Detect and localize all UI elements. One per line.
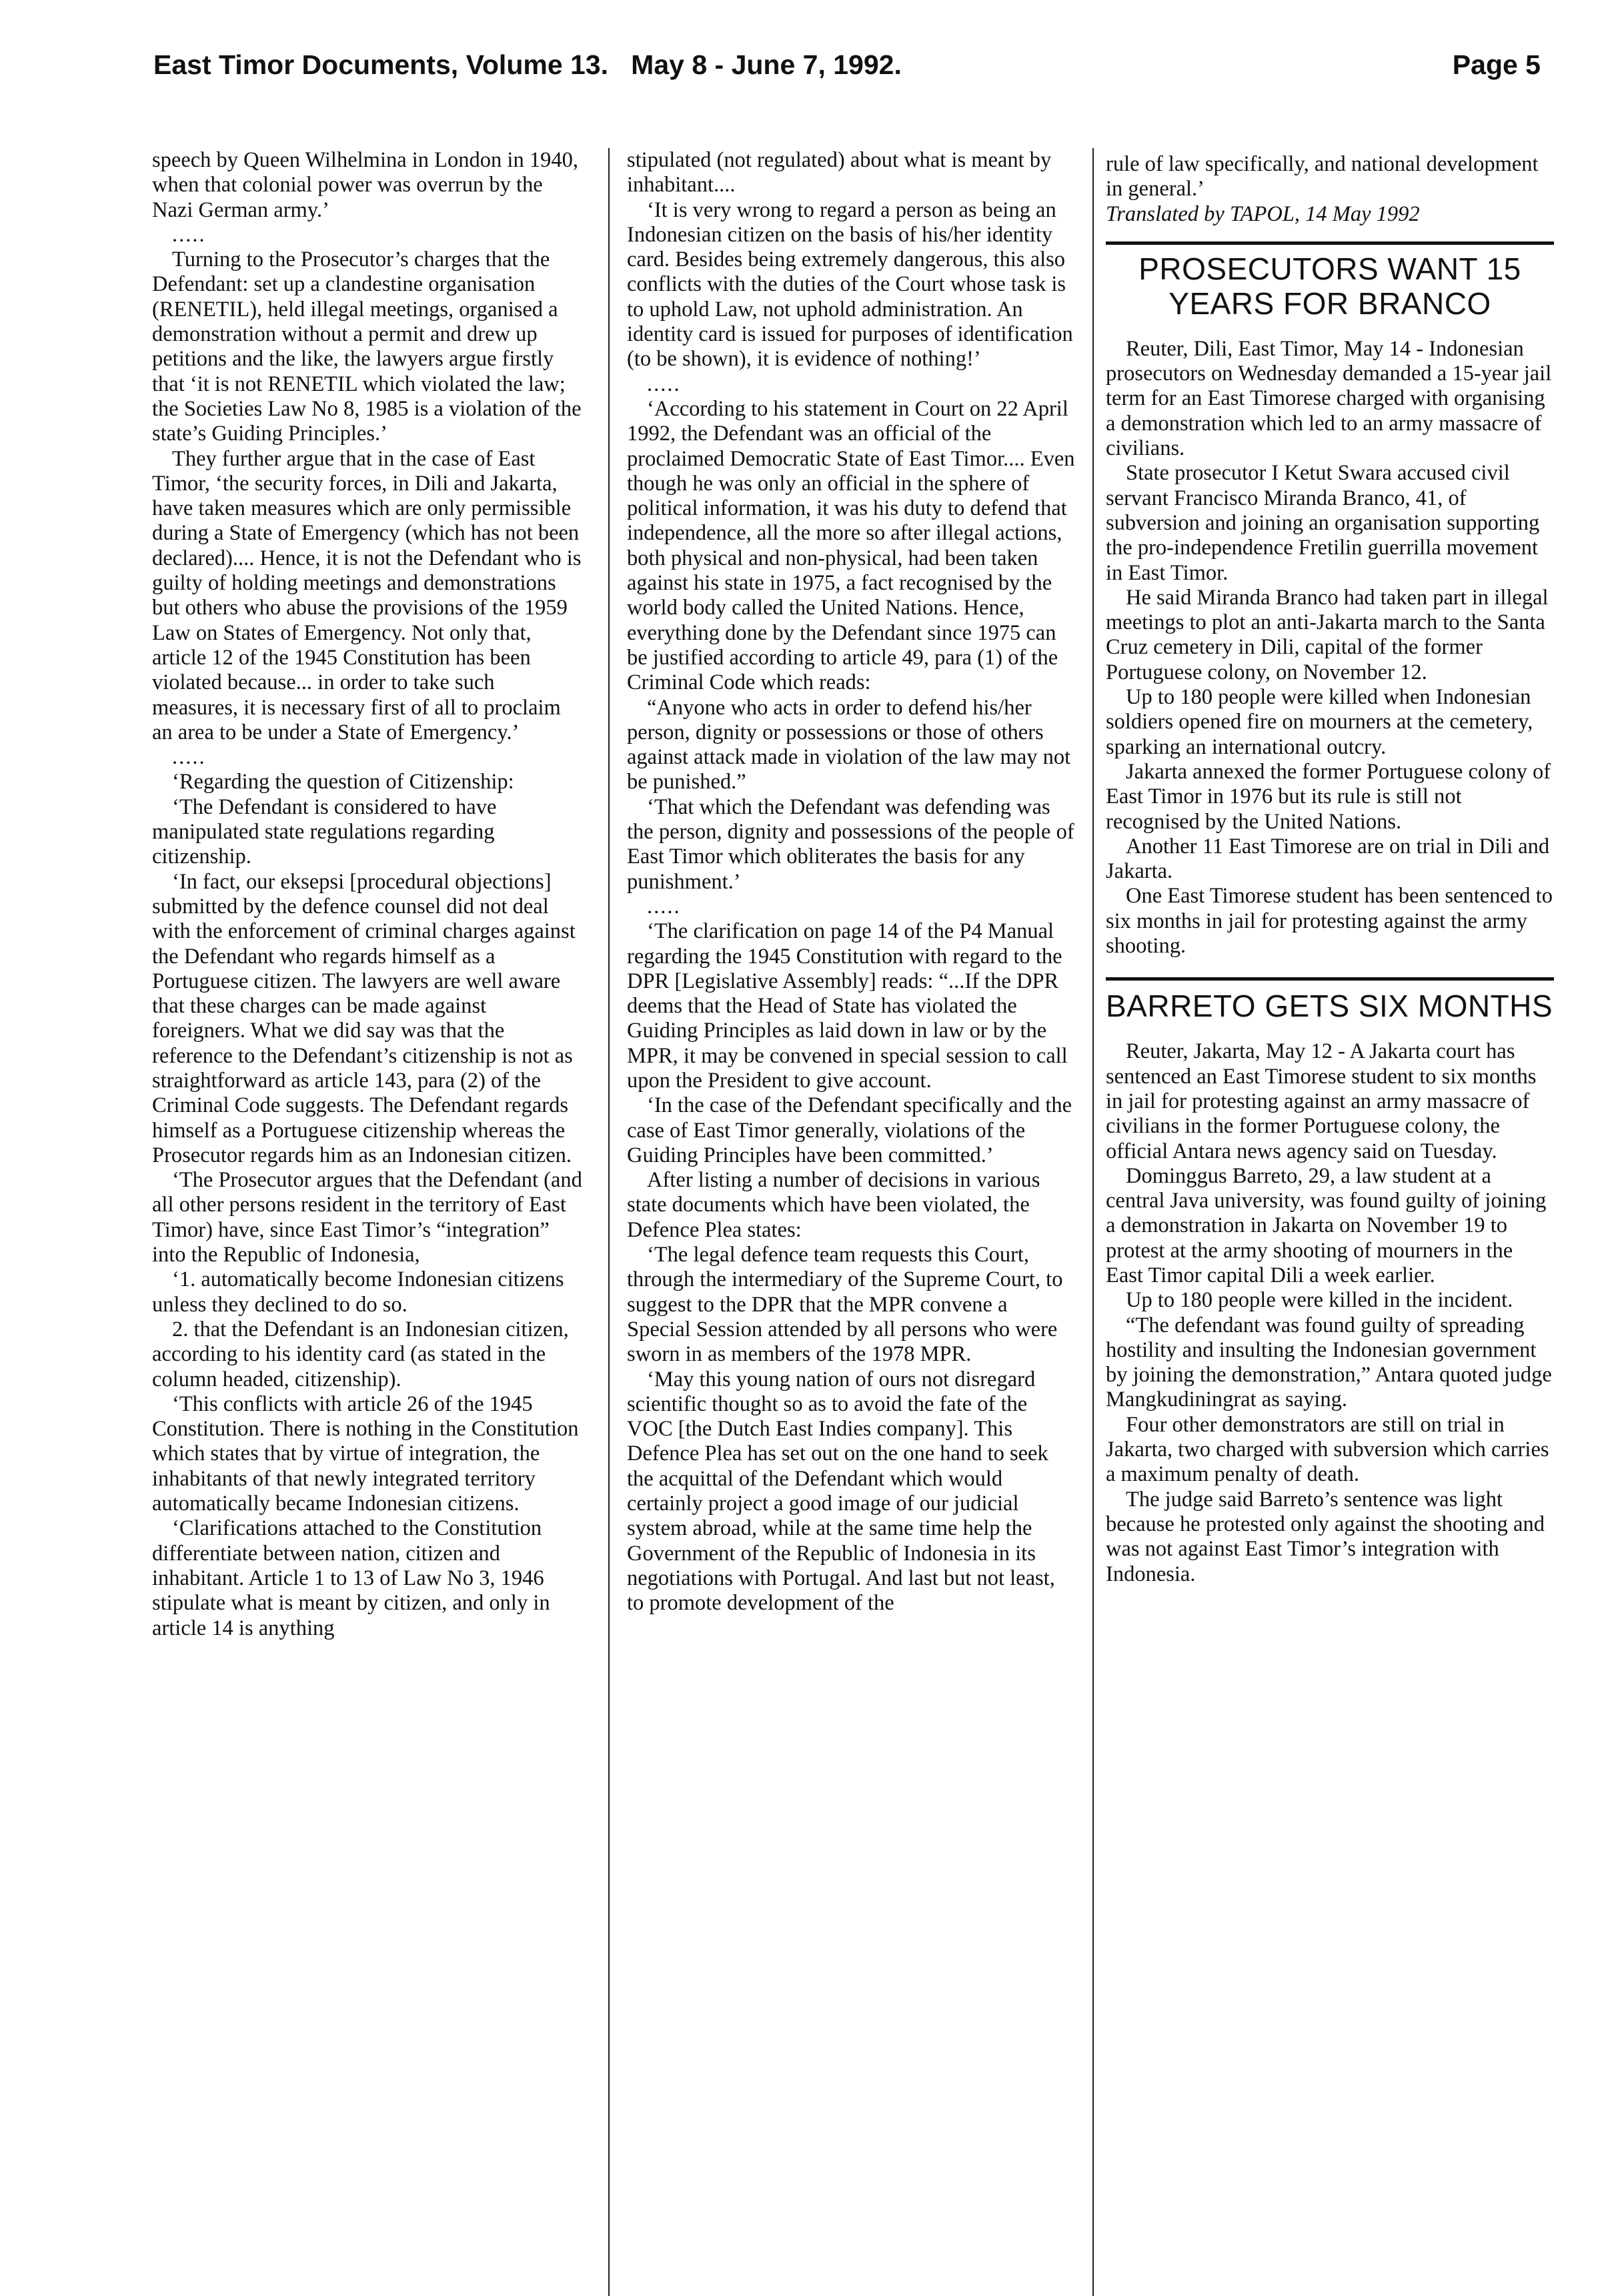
ellipsis-separator: .....	[172, 745, 206, 770]
article-headline: BARRETO GETS SIX MONTHS	[1106, 989, 1553, 1024]
paragraph: The judge said Barreto’s sentence was light because he protested only against the shooting and was not against East Timor’s integration with Indonesia.	[1106, 1487, 1545, 1586]
column-3	[1106, 152, 1554, 1587]
paragraph: Turning to the Prosecutor’s charges that the Defendant: set up a clandestine organisation (RENETIL), held illegal meetings, organised a demonstration without a permit and drew up petitions and the like, the lawyers argue firstly that ‘it is not RENETIL which violated the law; the Societies Law No 8, 1985 is a violation of the state’s Guiding Principles.’	[152, 247, 582, 446]
paragraph: Up to 180 people were killed in the incident.	[1126, 1288, 1513, 1313]
section-rule	[1106, 977, 1554, 981]
paragraph: Another 11 East Timorese are on trial in Dili and Jakarta.	[1106, 834, 1550, 884]
paragraph: ‘1. automatically become Indonesian citizens unless they declined to do so.	[152, 1267, 564, 1317]
page-number: Page 5	[1452, 49, 1541, 80]
paragraph: ‘According to his statement in Court on 22 April 1992, the Defendant was an official of the proclaimed Democratic State of East Timor.... Even though he was only an official in the sphere of political information, it was his duty to defend that independence, all the more so after illegal actions, both physical and non-physical, had been taken against his state in 1975, a fact recognised by the world body called the United Nations. Hence, everything done by the Defendant since 1975 can be justified according to article 49, para (1) of the Criminal Code which reads:	[627, 396, 1075, 695]
publication-title: East Timor Documents, Volume 13. May 8 - June 7, 1992.	[153, 49, 902, 80]
paragraph: They further argue that in the case of East Timor, ‘the security forces, in Dili and Jakarta, have taken measures which are only permissible during a State of Emergency (which has not been declared).... Hence, it is not the Defendant who is guilty of holding meetings and demonstrations but others who abuse the provisions of the 1959 Law on States of Emergency. Not only that, article 12 of the 1945 Constitution has been violated because... in order to take such measures, it is necessary first of all to proclaim an area to be under a State of Emergency.’	[152, 446, 582, 744]
paragraph: ‘In fact, our eksepsi [procedural objections] submitted by the defence counsel did not deal with the enforcement of criminal charges against the Defendant who regards himself as a Portuguese citizen. The lawyers are well aware that these charges can be made against foreigners. What we did say was that the reference to the Defendant’s citizenship is not as straightforward as article 143, para (2) of the Criminal Code suggests. The Defendant regards himself as a Portuguese citizenship whereas the Prosecutor regards him as an Indonesian citizen.	[152, 869, 576, 1167]
column-divider	[608, 148, 610, 2296]
ellipsis-separator: .....	[647, 372, 681, 396]
paragraph: ‘That which the Defendant was defending was the person, dignity and possessions of the people of East Timor which obliterates the basis for any punishment.’	[627, 794, 1074, 894]
paragraph: rule of law specifically, and national development in general.’	[1106, 152, 1539, 201]
paragraph: ‘Regarding the question of Citizenship:	[172, 770, 514, 794]
paragraph: ‘May this young nation of ours not disregard scientific thought so as to avoid the fate of the VOC [the Dutch East Indies company]. This Defence Plea has set out on the one hand to seek the acquittal of the Defendant which would certainly project a good image of our judicial system abroad, while at the same time help the Government of the Republic of Indonesia in its negotiations with Portugal. And last but not least, to promote development of the	[627, 1367, 1055, 1616]
ellipsis-separator: .....	[647, 894, 681, 919]
article-headline: PROSECUTORS WANT 15 YEARS FOR BRANCO	[1138, 251, 1521, 321]
column-1	[152, 148, 582, 1641]
paragraph: ‘Clarifications attached to the Constitution differentiate between nation, citizen and inhabitant. Article 1 to 13 of Law No 3, 1946 stipulate what is meant by citizen, and only in article 14 is anything	[152, 1516, 550, 1640]
page-header	[153, 49, 1541, 89]
paragraph: ‘The Prosecutor argues that the Defendant (and all other persons resident in the territory of East Timor) have, since East Timor’s “integration” into the Republic of Indonesia,	[152, 1168, 582, 1267]
paragraph: One East Timorese student has been sentenced to six months in jail for protesting against the army shooting.	[1106, 884, 1553, 959]
paragraph: stipulated (not regulated) about what is meant by inhabitant....	[627, 148, 1052, 197]
paragraph: ‘This conflicts with article 26 of the 1945 Constitution. There is nothing in the Constitution which states that by virtue of integration, the inhabitants of that newly integrated territory automatically became Indonesian citizens.	[152, 1391, 579, 1516]
paragraph: ‘The legal defence team requests this Court, through the intermediary of the Supreme Court, to suggest to the DPR that the MPR convene a Special Session attended by all persons who were sworn in as members of the 1978 MPR.	[627, 1243, 1063, 1367]
paragraph: “Anyone who acts in order to defend his/her person, dignity or possessions or those of others against attack made in violation of the law may not be punished.”	[627, 695, 1071, 794]
column-2	[627, 148, 1075, 1616]
translation-credit: Translated by TAPOL, 14 May 1992	[1106, 201, 1420, 226]
paragraph: ‘It is very wrong to regard a person as being an Indonesian citizen on the basis of his/her identity card. Besides being extremely dangerous, this also conflicts with the duties of the Court whose task is to uphold Law, not uphold administration. An identity card is issued for purposes of identification (to be shown), it is evidence of nothing!’	[627, 197, 1073, 372]
paragraph: Dominggus Barreto, 29, a law student at a central Java university, was found guilty of joining a demonstration in Jakarta on November 19 to protest at the army shooting of mourners in the East Timor capital Dili a week earlier.	[1106, 1163, 1547, 1287]
paragraph: State prosecutor I Ketut Swara accused civil servant Francisco Miranda Branco, 41, of subversion and joining an organisation supporting the pro-independence Fretilin guerrilla movement in East Timor.	[1106, 461, 1540, 585]
paragraph: “The defendant was found guilty of spreading hostility and insulting the Indonesian government by joining the demonstration,” Antara quoted judge Mangkudiningrat as saying.	[1106, 1313, 1552, 1412]
paragraph: ‘The Defendant is considered to have manipulated state regulations regarding citizenship.	[152, 794, 497, 869]
section-rule	[1106, 241, 1554, 245]
paragraph: ‘In the case of the Defendant specifically and the case of East Timor generally, violations of the Guiding Principles have been committed.’	[627, 1093, 1072, 1167]
ellipsis-separator: .....	[172, 222, 206, 247]
paragraph: speech by Queen Wilhelmina in London in 1940, when that colonial power was overrun by the Nazi German army.’	[152, 148, 578, 222]
paragraph: ‘The clarification on page 14 of the P4 Manual regarding the 1945 Constitution with regard to the DPR [Legislative Assembly] reads: “...If the DPR deems that the Head of State has violated the Guiding Principles as laid down in law or by the MPR, it may be convened in special session to call upon the President to give account.	[627, 919, 1068, 1093]
paragraph: 2. that the Defendant is an Indonesian citizen, according to his identity card (as stated in the column headed, citizenship).	[152, 1317, 569, 1391]
paragraph: He said Miranda Branco had taken part in illegal meetings to plot an anti-Jakarta march to the Santa Cruz cemetery in Dili, capital of the former Portuguese colony, on November 12.	[1106, 585, 1549, 684]
paragraph: Jakarta annexed the former Portuguese colony of East Timor in 1976 but its rule is still not recognised by the United Nations.	[1106, 759, 1551, 834]
paragraph: Reuter, Jakarta, May 12 - A Jakarta court has sentenced an East Timorese student to six months in jail for protesting against an army massacre of civilians in the former Portuguese colony, the official Antara news agency said on Tuesday.	[1106, 1039, 1537, 1163]
paragraph: Reuter, Dili, East Timor, May 14 - Indonesian prosecutors on Wednesday demanded a 15-year jail term for an East Timorese charged with organising a demonstration which led to an army massacre of civilians.	[1106, 336, 1552, 461]
paragraph: After listing a number of decisions in various state documents which have been violated, the Defence Plea states:	[627, 1168, 1040, 1242]
paragraph: Up to 180 people were killed when Indonesian soldiers opened fire on mourners at the cemetery, sparking an international outcry.	[1106, 685, 1533, 759]
column-divider	[1092, 148, 1094, 2296]
paragraph: Four other demonstrators are still on trial in Jakarta, two charged with subversion which carries a maximum penalty of death.	[1106, 1412, 1549, 1487]
